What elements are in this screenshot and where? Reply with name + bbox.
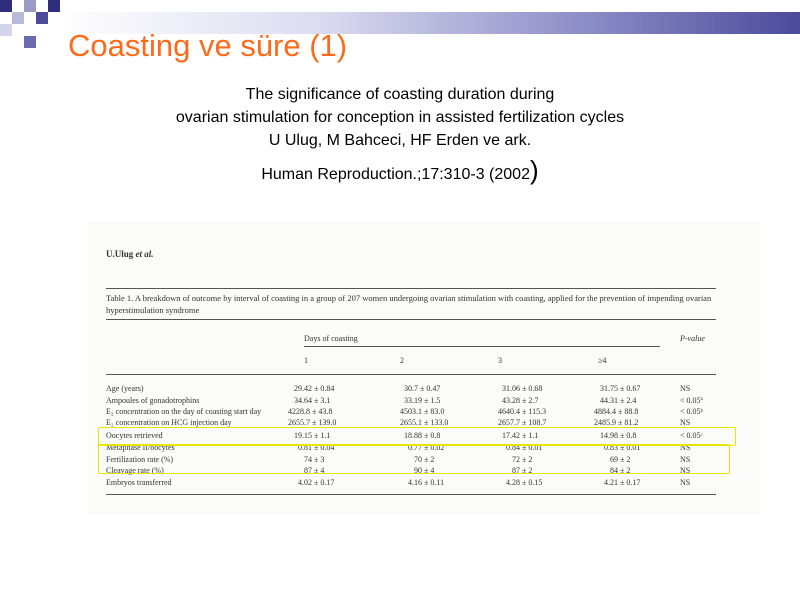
cell: 4884.4 ± 88.8 bbox=[594, 407, 639, 416]
scanned-table bbox=[88, 222, 760, 514]
row-label-metaphase: Metaphase II/oocytes bbox=[106, 443, 175, 452]
cell: 72 ± 2 bbox=[512, 455, 533, 464]
cell: 34.64 ± 3.1 bbox=[294, 396, 331, 405]
row-label-ampoules: Ampoules of gonadotrophins bbox=[106, 396, 200, 405]
cell: 31.06 ± 0.68 bbox=[502, 384, 543, 393]
running-head bbox=[106, 249, 154, 259]
cell: 44.31 ± 2.4 bbox=[600, 396, 637, 405]
citation-journal bbox=[0, 155, 800, 185]
row-label-oocytes-retrieved: Oocytes retrieved bbox=[106, 431, 163, 440]
cell: 70 ± 2 bbox=[414, 455, 435, 464]
citation-journal-text: Human Reproduction.;17:310-3 (2002 bbox=[261, 166, 530, 183]
citation-title-line2: ovarian stimulation for conception in assisted fertilization cycles bbox=[175, 109, 625, 126]
cell: 69 ± 2 bbox=[610, 455, 631, 464]
cell: 4.21 ± 0.17 bbox=[604, 478, 641, 487]
table-caption-rule bbox=[106, 319, 716, 320]
row-label-cleavage: Cleavage rate (%) bbox=[106, 466, 164, 475]
cell: 84 ± 2 bbox=[610, 466, 631, 475]
cell-pvalue: < 0.05ᶜ bbox=[680, 431, 703, 440]
table-top-rule bbox=[106, 288, 716, 289]
header-square-dark bbox=[0, 0, 12, 12]
header-square-mid bbox=[12, 12, 24, 24]
cell: 4.02 ± 0.17 bbox=[298, 478, 335, 487]
cell: 2655.1 ± 133.0 bbox=[400, 418, 449, 427]
row-label-fertilization: Fertilization rate (%) bbox=[106, 455, 174, 464]
header-square-dark bbox=[36, 12, 48, 24]
cell: 18.88 ± 0.8 bbox=[404, 431, 441, 440]
row-label-e2-hcg-day: E₂ concentration on HCG injection day bbox=[106, 418, 232, 427]
citation-title-line1: The significance of coasting duration during bbox=[245, 86, 555, 103]
cell: 2655.7 ± 139.0 bbox=[288, 418, 337, 427]
running-head-etal: et al. bbox=[135, 249, 154, 259]
cell-pvalue: NS bbox=[680, 455, 691, 464]
header-square-dark bbox=[24, 36, 36, 48]
header-p-value: P-value bbox=[680, 334, 705, 343]
cell: 0.84 ± 0.01 bbox=[506, 443, 543, 452]
header-square-dark bbox=[48, 0, 60, 12]
header-days-of-coasting: Days of coasting bbox=[304, 334, 358, 343]
cell: 4228.8 ± 43.8 bbox=[288, 407, 333, 416]
cell: 17.42 ± 1.1 bbox=[502, 431, 539, 440]
cell: 19.15 ± 1.1 bbox=[294, 431, 331, 440]
cell: 4.28 ± 0.15 bbox=[506, 478, 543, 487]
row-label-age: Age (years) bbox=[106, 384, 144, 393]
table-caption: Table 1. A breakdown of outcome by interval of coasting in a group of 207 women undergoing ovarian stimulation with coasting, applied for the prevention of impending ovarian hyperstimulation syndrome bbox=[106, 293, 712, 315]
cell-pvalue: NS bbox=[680, 478, 691, 487]
cell-pvalue: NS bbox=[680, 443, 691, 452]
table-bottom-rule bbox=[106, 494, 716, 495]
cell: 2485.9 ± 81.2 bbox=[594, 418, 639, 427]
cell: 2657.7 ± 108.7 bbox=[498, 418, 547, 427]
cell: 90 ± 4 bbox=[414, 466, 435, 475]
running-head-author: U.Ulug bbox=[106, 249, 134, 259]
cell-pvalue: < 0.05ᵇ bbox=[680, 407, 703, 416]
row-label-embryos: Embryos transferred bbox=[106, 478, 172, 487]
cell: 29.42 ± 0.84 bbox=[294, 384, 335, 393]
header-col-2: 2 bbox=[400, 356, 404, 365]
row-label-e2-coasting-start: E₂ concentration on the day of coasting start day bbox=[106, 407, 262, 416]
header-col-4: ≥4 bbox=[598, 356, 607, 365]
cell: 31.75 ± 0.67 bbox=[600, 384, 641, 393]
cell: 87 ± 4 bbox=[304, 466, 325, 475]
cell: 4.16 ± 0.11 bbox=[408, 478, 445, 487]
cell: 0.83 ± 0.01 bbox=[604, 443, 641, 452]
header-square-mid bbox=[24, 0, 36, 12]
cell: 0.81 ± 0.04 bbox=[298, 443, 335, 452]
header-col-1: 1 bbox=[304, 356, 308, 365]
citation-paren: ) bbox=[529, 155, 539, 185]
cell: 87 ± 2 bbox=[512, 466, 533, 475]
citation-authors: U Ulug, M Bahceci, HF Erden ve ark. bbox=[268, 132, 532, 149]
cell: 74 ± 3 bbox=[304, 455, 325, 464]
slide-title: Coasting ve süre (1) bbox=[68, 28, 348, 63]
cell-pvalue: NS bbox=[680, 384, 691, 393]
cell-pvalue: NS bbox=[680, 418, 691, 427]
cell: 14.98 ± 0.8 bbox=[600, 431, 637, 440]
cell: 4503.1 ± 83.0 bbox=[400, 407, 445, 416]
header-col-3: 3 bbox=[498, 356, 502, 365]
cell: 4640.4 ± 115.3 bbox=[498, 407, 547, 416]
cell-pvalue: NS bbox=[680, 466, 691, 475]
cell: 0.77 ± 0.02 bbox=[408, 443, 445, 452]
cell: 43.28 ± 2.7 bbox=[502, 396, 539, 405]
cell-pvalue: < 0.05ª bbox=[680, 396, 703, 405]
header-days-rule bbox=[304, 346, 660, 347]
cell: 33.19 ± 1.5 bbox=[404, 396, 441, 405]
header-bottom-rule bbox=[106, 374, 716, 375]
header-square-light bbox=[0, 24, 12, 36]
cell: 30.7 ± 0.47 bbox=[404, 384, 441, 393]
